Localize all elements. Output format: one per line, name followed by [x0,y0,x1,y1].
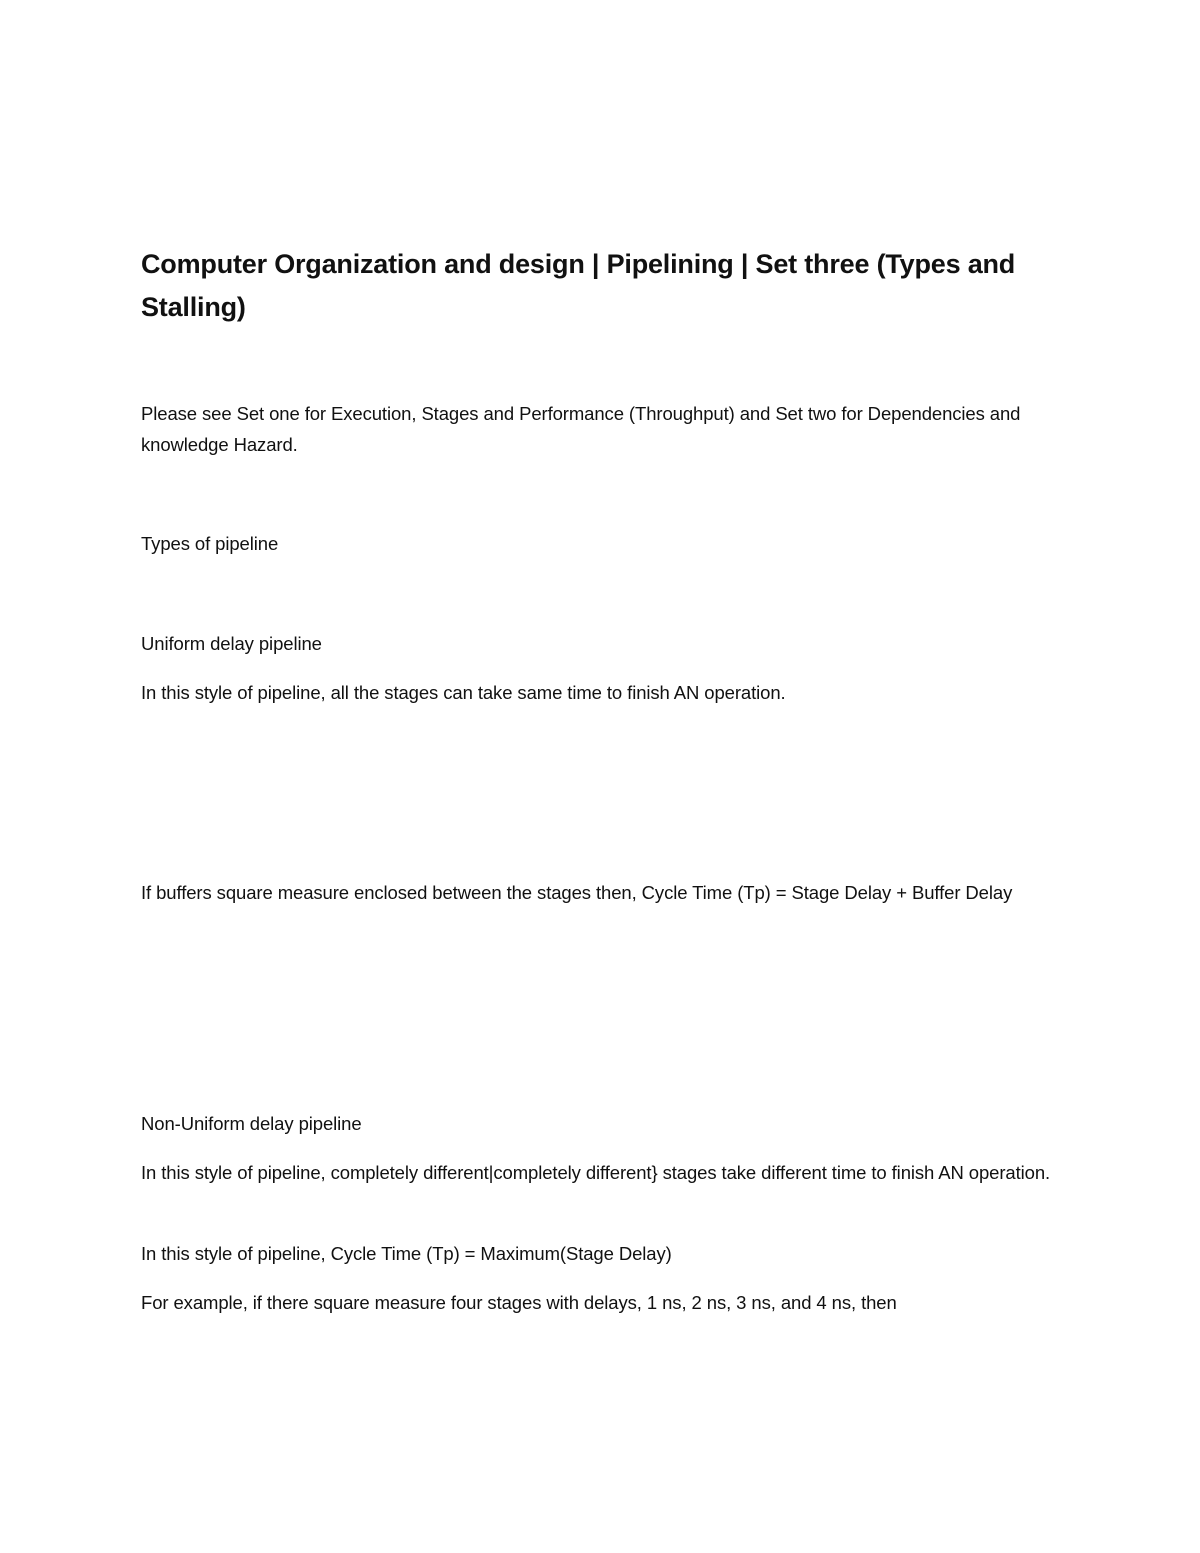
uniform-delay-heading: Uniform delay pipeline [141,633,322,654]
non-uniform-delay-description: In this style of pipeline, completely different|completely different} stages take different time to finish AN operation. [141,1162,1051,1183]
non-uniform-delay-heading: Non-Uniform delay pipeline [141,1113,362,1134]
buffer-cycle-time-paragraph: If buffers square measure enclosed between the stages then, Cycle Time (Tp) = Stage Delay + Buffer Delay [141,882,1013,903]
intro-paragraph: Please see Set one for Execution, Stages and Performance (Throughput) and Set two for Dependencies and knowledge Hazard. [141,403,1021,455]
types-of-pipeline-heading: Types of pipeline [141,533,279,554]
max-cycle-time-paragraph: In this style of pipeline, Cycle Time (Tp) = Maximum(Stage Delay) [141,1243,672,1264]
document-title: Computer Organization and design | Pipelining | Set three (Types and Stalling) [141,249,1016,322]
uniform-delay-description: In this style of pipeline, all the stages can take same time to finish AN operation. [141,682,786,703]
example-paragraph: For example, if there square measure four stages with delays, 1 ns, 2 ns, 3 ns, and 4 ns, then [141,1292,897,1313]
